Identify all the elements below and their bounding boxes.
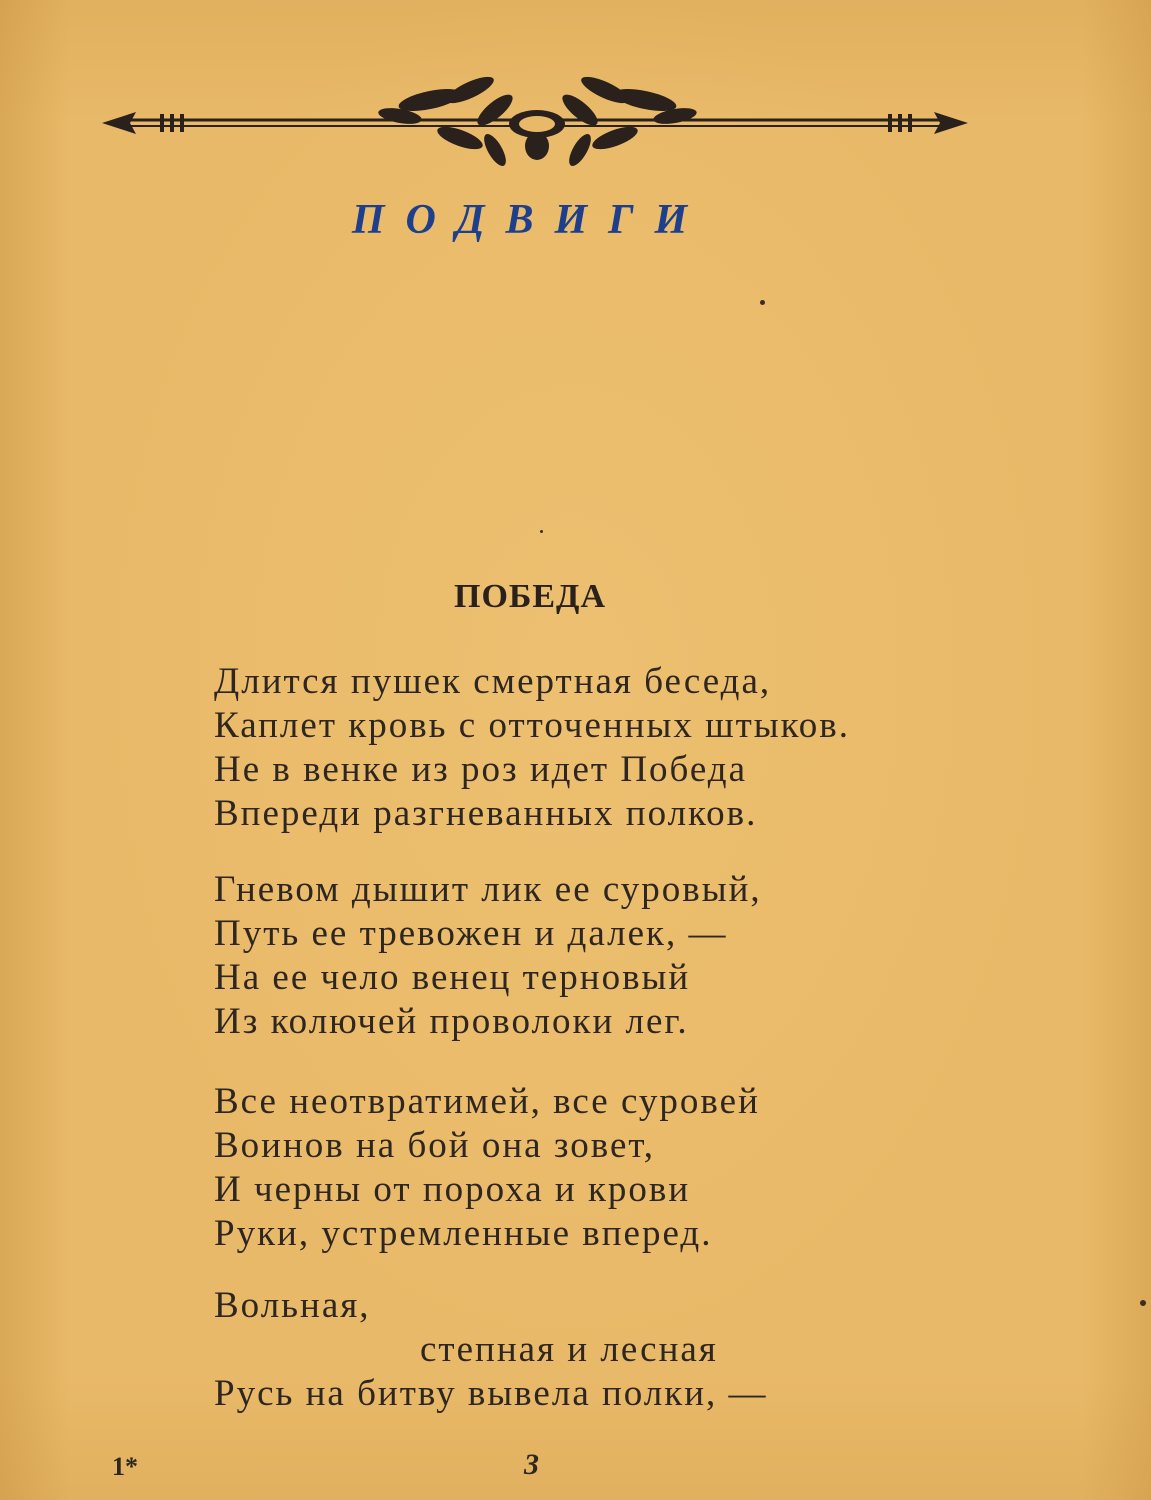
poem-line: степная и лесная (420, 1329, 718, 1370)
poem-line: Путь ее тревожен и далек, — (214, 913, 728, 954)
poem-line: Каплет кровь с отточенных штыков. (214, 705, 850, 746)
poem-line: Длится пушек смертная беседа, (214, 661, 772, 702)
poem-line: Гневом дышит лик ее суровый, (214, 869, 762, 910)
poem-line: Из колючей проволоки лег. (214, 1001, 689, 1042)
poem-line: И черны от пороха и крови (214, 1169, 691, 1210)
poem-line: Впереди разгневанных полков. (214, 793, 758, 834)
poem-line: Все неотвратимей, все суровей (214, 1081, 760, 1122)
laurel-arrow-ornament (100, 68, 970, 173)
paper-speck (760, 300, 765, 305)
section-title: ПОДВИГИ (351, 197, 709, 243)
poem-line: Вольная, (214, 1285, 371, 1326)
paper-speck (540, 530, 543, 533)
poem-line: Воинов на бой она зовет, (214, 1125, 656, 1166)
poem-line: На ее чело венец терновый (214, 957, 691, 998)
signature-mark: 1* (112, 1452, 138, 1481)
poem-line: Руки, устремленные вперед. (214, 1213, 713, 1254)
poem-line: Русь на битву вывела полки, — (214, 1373, 768, 1414)
paper-speck (1140, 1300, 1146, 1306)
poem-line: Не в венке из роз идет Победа (214, 749, 748, 790)
page-number: 3 (524, 1448, 539, 1481)
poem-title: ПОБЕДА (454, 578, 606, 615)
